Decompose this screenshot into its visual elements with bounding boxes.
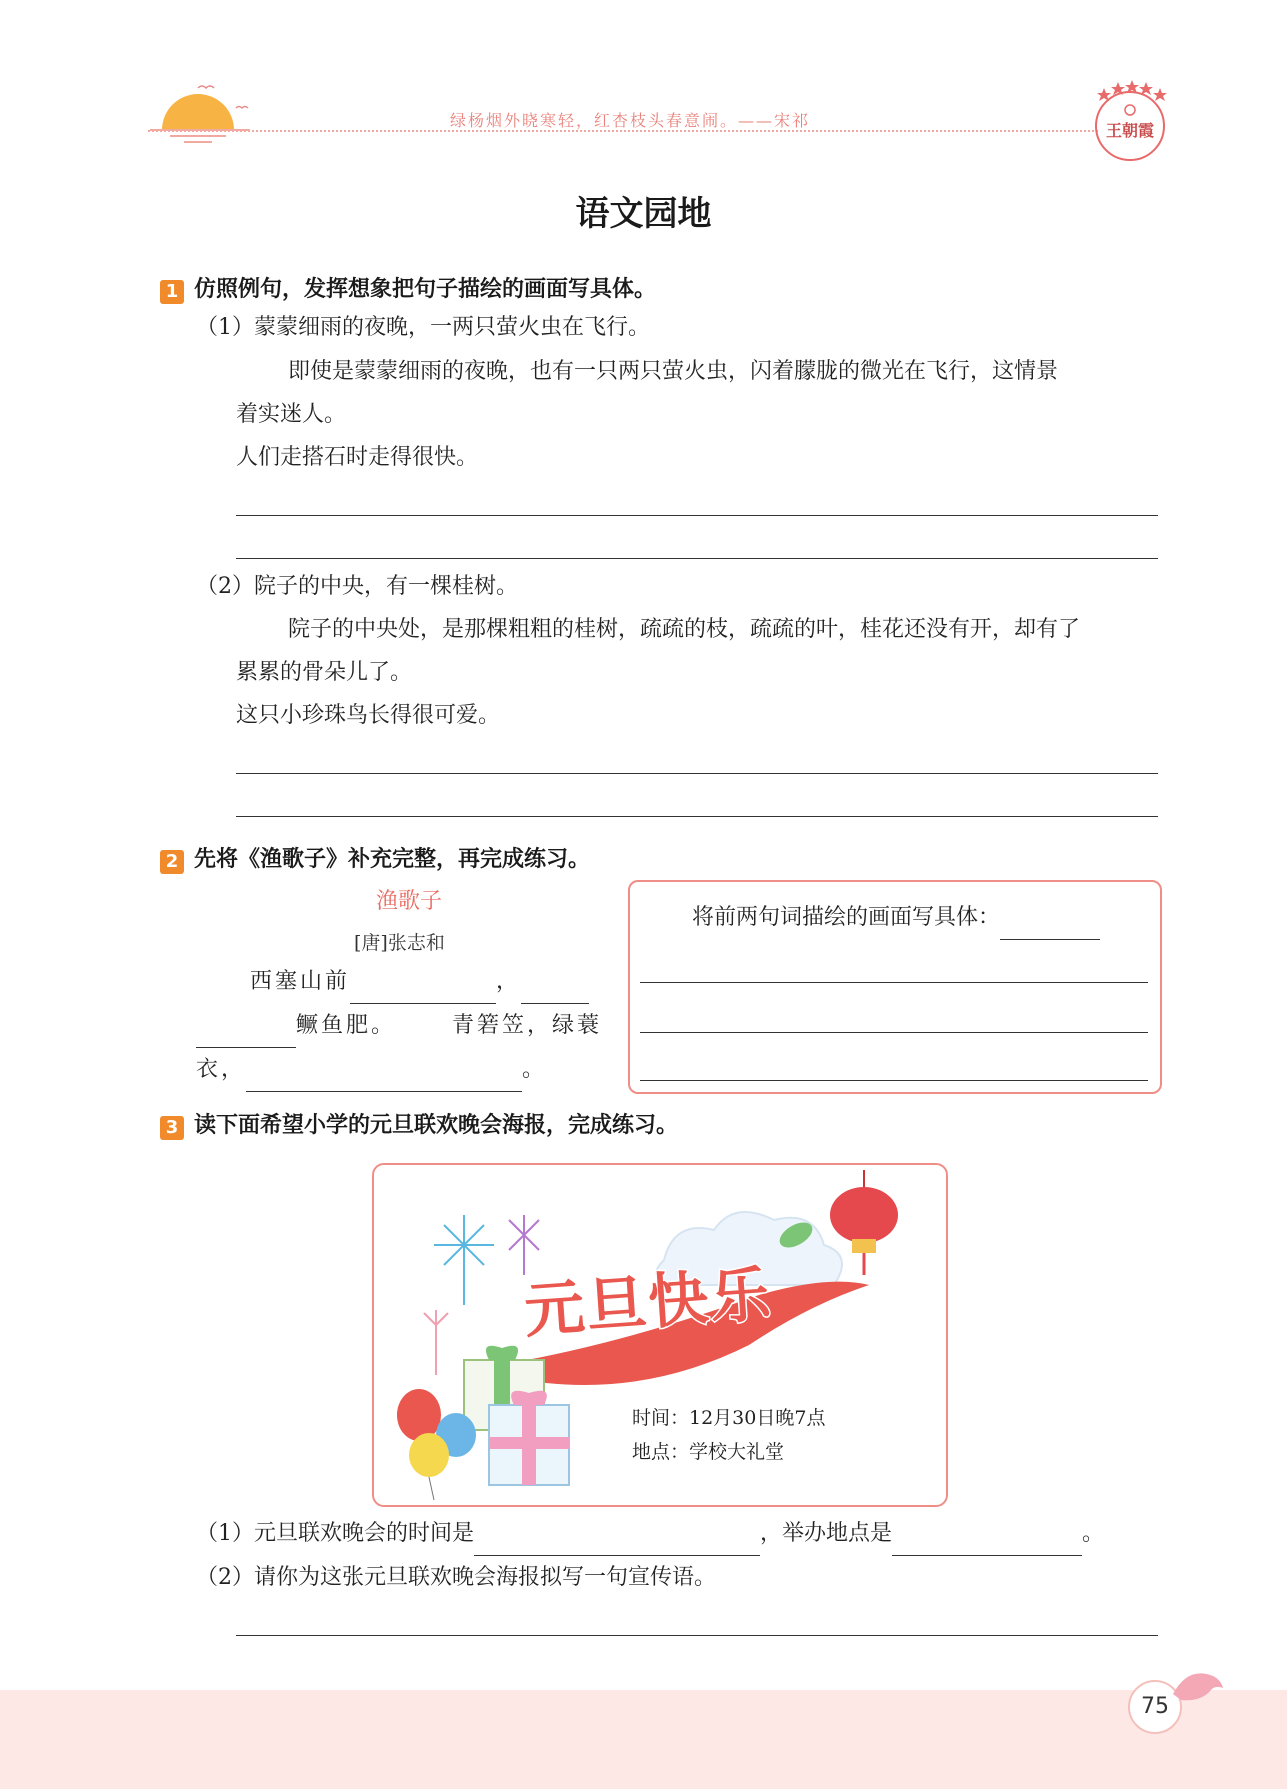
q1-item2-example-line1: 院子的中央处，是那棵粗粗的桂树，疏疏的枝，疏疏的叶，桂花还没有开，却有了 <box>288 617 1081 642</box>
poster-place: 地点：学校大礼堂 <box>632 1441 785 1463</box>
q3-number: 3 <box>160 1116 184 1140</box>
answer-line[interactable] <box>236 1635 1158 1636</box>
answer-line[interactable] <box>236 773 1158 774</box>
poem-line3 <box>196 1048 547 1092</box>
sunset-logo-icon <box>150 78 260 148</box>
dolphin-icon <box>1168 1664 1228 1714</box>
q3-sub2: （2）请你为这张元旦联欢晚会海报拟写一句宣传语。 <box>196 1565 716 1590</box>
poem-line1 <box>250 960 589 1004</box>
q2-number: 2 <box>160 850 184 874</box>
header-motto: 绿杨烟外晓寒轻，红杏枝头春意闹。——宋祁 <box>450 111 811 130</box>
poem-blank-2[interactable] <box>521 975 589 1004</box>
q3-title: 读下面希望小学的元旦联欢晚会海报，完成练习。 <box>194 1113 679 1138</box>
answer-line[interactable] <box>236 558 1158 559</box>
poem-blank-1[interactable] <box>350 975 496 1004</box>
q3-heading <box>160 1108 678 1140</box>
poem-author: [唐]张志和 <box>354 932 445 954</box>
footer-band <box>0 1690 1287 1789</box>
answer-line[interactable] <box>640 982 1148 983</box>
poem-box-prompt <box>692 896 1100 940</box>
poem-box-blank[interactable] <box>1000 911 1100 940</box>
q3-sub1-a: （1）元旦联欢晚会的时间是 <box>196 1521 474 1546</box>
q1-heading <box>160 272 656 304</box>
page-title: 语文园地 <box>575 194 712 234</box>
author-stamp <box>1090 78 1170 164</box>
svg-text:王朝霞: 王朝霞 <box>1105 121 1155 140</box>
answer-line[interactable] <box>236 515 1158 516</box>
q1-item2-task: 这只小珍珠鸟长得很可爱。 <box>236 703 501 728</box>
poem-line2-text: 鳜鱼肥。 <box>296 1013 397 1038</box>
q3-sub1 <box>196 1512 1104 1556</box>
poem-line3-end: 。 <box>522 1057 548 1082</box>
q2-title: 先将《渔歌子》补充完整，再完成练习。 <box>194 847 591 872</box>
poster-time: 时间：12月30日晚7点 <box>632 1407 826 1429</box>
q1-item1-prompt: （1）蒙蒙细雨的夜晚，一两只萤火虫在飞行。 <box>196 315 650 340</box>
answer-line[interactable] <box>236 816 1158 817</box>
new-year-poster <box>372 1163 948 1507</box>
q1-number: 1 <box>160 280 184 304</box>
poem-blank-4[interactable] <box>246 1063 522 1092</box>
poem-line3-start: 衣， <box>196 1057 247 1082</box>
poem-line2 <box>196 1004 602 1048</box>
poem-line2-tail: 青箬笠，绿蓑 <box>452 1013 603 1038</box>
q3-place-blank[interactable] <box>892 1527 1082 1556</box>
poster-headline: 元旦快乐 <box>522 1259 775 1347</box>
firework-icon <box>434 1215 494 1305</box>
answer-line[interactable] <box>640 1032 1148 1033</box>
q1-item2-example-line2: 累累的骨朵儿了。 <box>236 660 413 685</box>
poem-line1-start: 西塞山前 <box>250 969 351 994</box>
firework-icon <box>424 1310 448 1375</box>
poem-title: 渔歌子 <box>376 889 443 914</box>
poem-line1-comma: ， <box>496 969 522 994</box>
q1-item2-prompt: （2）院子的中央，有一棵桂树。 <box>196 574 518 599</box>
q1-title: 仿照例句，发挥想象把句子描绘的画面写具体。 <box>194 277 657 302</box>
q1-item1-example-line1: 即使是蒙蒙细雨的夜晚，也有一只两只萤火虫，闪着朦胧的微光在飞行，这情景 <box>288 359 1059 384</box>
q3-sub1-c: 。 <box>1082 1521 1105 1546</box>
poem-blank-3[interactable] <box>196 1019 296 1048</box>
answer-line[interactable] <box>640 1080 1148 1081</box>
q1-item1-task: 人们走搭石时走得很快。 <box>236 445 479 470</box>
q2-heading <box>160 842 590 874</box>
q3-sub1-b: ，举办地点是 <box>760 1521 893 1546</box>
page-number: 75 <box>1128 1680 1182 1734</box>
q3-time-blank[interactable] <box>474 1527 760 1556</box>
q1-item1-example-line2: 着实迷人。 <box>236 402 347 427</box>
gift-box-icon <box>489 1391 569 1485</box>
poem-box-prompt-text: 将前两句词描绘的画面写具体： <box>692 905 1001 930</box>
